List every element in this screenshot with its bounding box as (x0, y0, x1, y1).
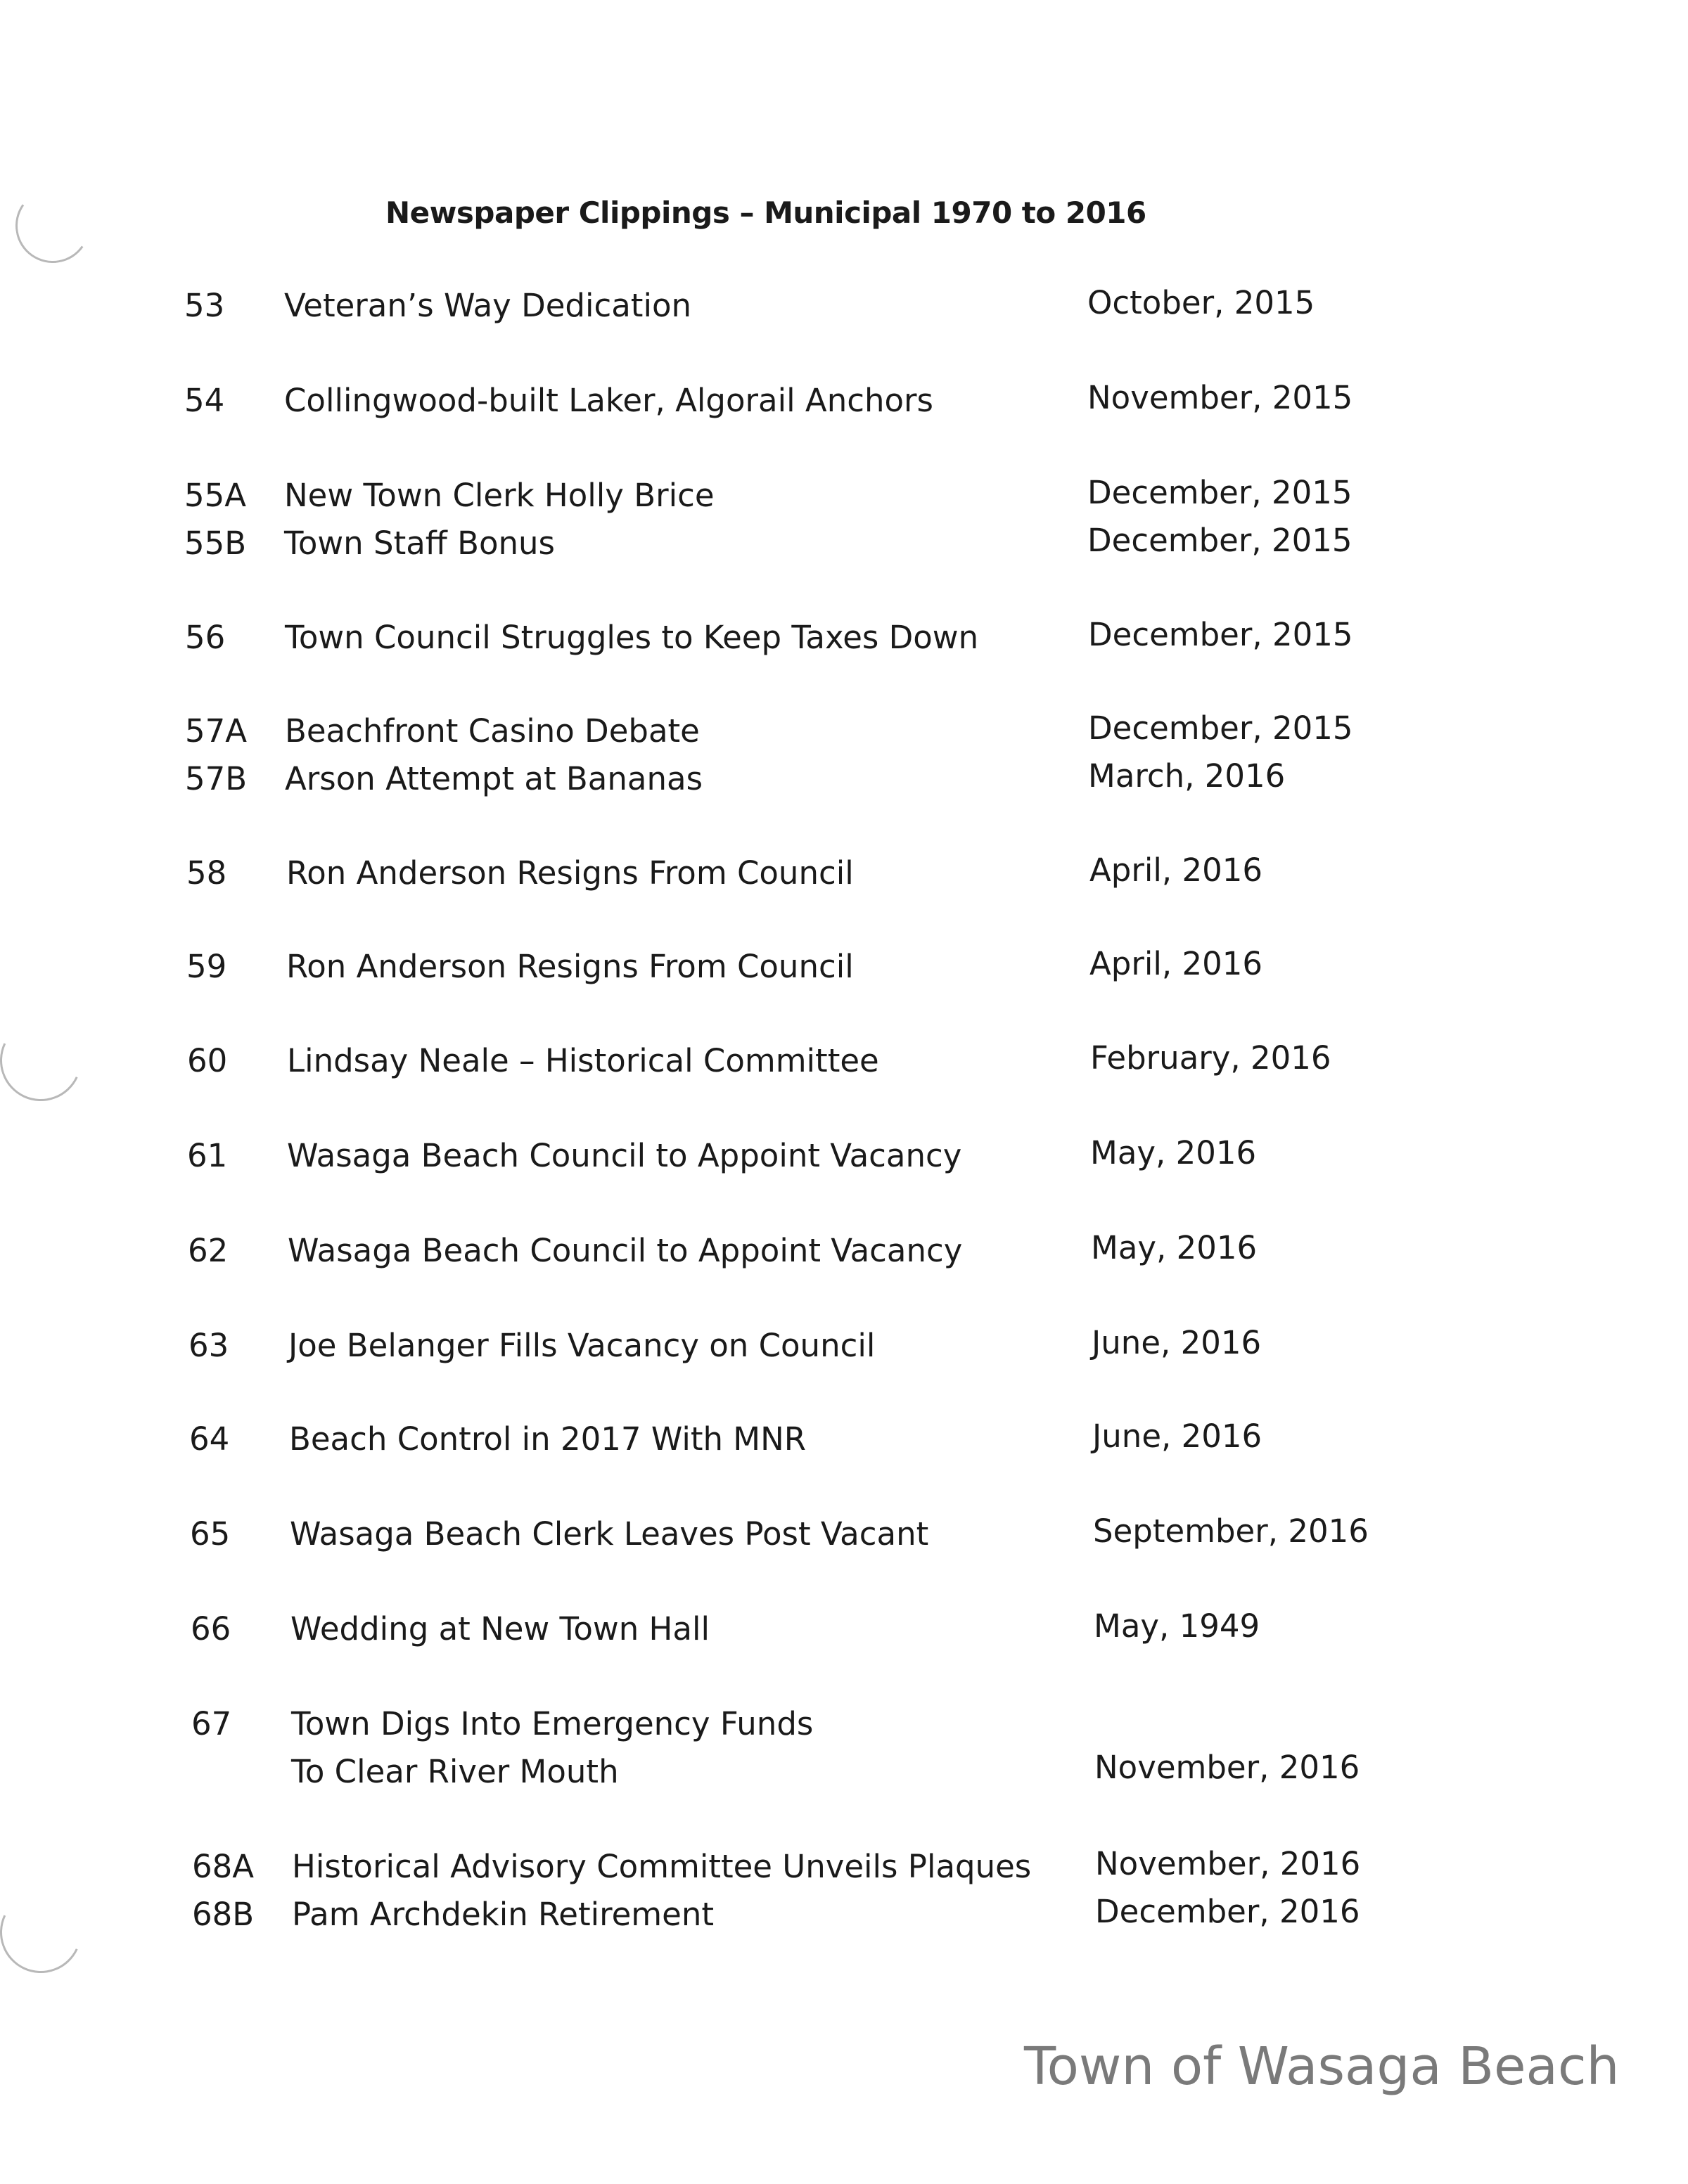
entry-date: April, 2016 (1089, 945, 1262, 982)
entry-number: 63 (188, 1327, 229, 1364)
entry-number: 68A (192, 1848, 255, 1885)
entry-title: New Town Clerk Holly Brice (284, 477, 715, 514)
entry-title: Collingwood-built Laker, Algorail Anchors (284, 382, 933, 419)
entry-date: December, 2015 (1087, 474, 1353, 511)
entry-title: Wasaga Beach Clerk Leaves Post Vacant (290, 1515, 929, 1553)
entry-title: Wasaga Beach Council to Appoint Vacancy (287, 1137, 962, 1174)
entry-number: 68B (192, 1896, 255, 1933)
entry-date: May, 2016 (1091, 1229, 1258, 1266)
entry-title: Lindsay Neale – Historical Committee (287, 1042, 879, 1079)
entry-date: June, 2016 (1092, 1418, 1262, 1455)
entry-number: 64 (189, 1420, 230, 1458)
entry-title: Town Staff Bonus (284, 525, 555, 562)
entry-date: December, 2015 (1088, 709, 1353, 747)
entry-number: 58 (186, 854, 227, 892)
entry-title: Beach Control in 2017 With MNR (289, 1420, 807, 1458)
entry-title-line-2: To Clear River Mouth (291, 1753, 619, 1790)
entry-date: September, 2016 (1093, 1512, 1369, 1550)
entry-date: December, 2016 (1095, 1893, 1360, 1930)
entry-number: 55A (184, 477, 247, 514)
punch-hole-mark (0, 1880, 93, 1985)
entry-date: June, 2016 (1092, 1324, 1262, 1361)
entry-title: Town Council Struggles to Keep Taxes Down (285, 619, 979, 656)
entry-title: Town Digs Into Emergency Funds (291, 1705, 814, 1742)
entry-number: 57B (185, 760, 248, 797)
entry-title: Joe Belanger Fills Vacancy on Council (288, 1327, 876, 1364)
entry-number: 55B (184, 525, 247, 562)
entry-date: November, 2016 (1095, 1845, 1361, 1882)
entry-number: 65 (190, 1515, 231, 1553)
entry-number: 66 (191, 1610, 231, 1647)
entry-title: Wasaga Beach Council to Appoint Vacancy (288, 1232, 963, 1269)
entry-date: May, 2016 (1090, 1134, 1257, 1171)
entry-number: 59 (186, 948, 227, 985)
entry-number: 53 (184, 287, 225, 324)
entry-date: October, 2015 (1087, 284, 1315, 321)
entry-date: March, 2016 (1088, 757, 1286, 795)
entry-date: February, 2016 (1090, 1039, 1331, 1077)
entry-title: Wedding at New Town Hall (290, 1610, 710, 1647)
entry-date: December, 2015 (1088, 616, 1353, 653)
entry-date: April, 2016 (1089, 852, 1262, 889)
punch-hole-mark (10, 183, 96, 269)
entry-title: Beachfront Casino Debate (285, 712, 700, 750)
entry-number: 61 (187, 1137, 228, 1174)
entry-number: 56 (185, 619, 226, 656)
entry-date: November, 2015 (1087, 379, 1353, 416)
page-title: Newspaper Clippings – Municipal 1970 to 2016 (385, 195, 1146, 230)
entry-date: May, 1949 (1094, 1607, 1260, 1645)
entry-title: Veteran’s Way Dedication (284, 287, 692, 324)
entry-number: 57A (185, 712, 248, 750)
watermark: Town of Wasaga Beach (1024, 2036, 1620, 2097)
entry-date: November, 2016 (1094, 1749, 1360, 1786)
entry-title: Historical Advisory Committee Unveils Plaques (292, 1848, 1032, 1885)
entry-number: 60 (187, 1042, 228, 1079)
entry-number: 54 (184, 382, 225, 419)
entry-title: Arson Attempt at Bananas (285, 760, 703, 797)
entry-number: 62 (188, 1232, 229, 1269)
punch-hole-mark (0, 1008, 93, 1113)
entry-title: Pam Archdekin Retirement (292, 1896, 714, 1933)
entry-date: December, 2015 (1087, 522, 1353, 559)
entry-number: 67 (191, 1705, 232, 1742)
entry-title: Ron Anderson Resigns From Council (286, 854, 854, 892)
entry-title: Ron Anderson Resigns From Council (286, 948, 854, 985)
